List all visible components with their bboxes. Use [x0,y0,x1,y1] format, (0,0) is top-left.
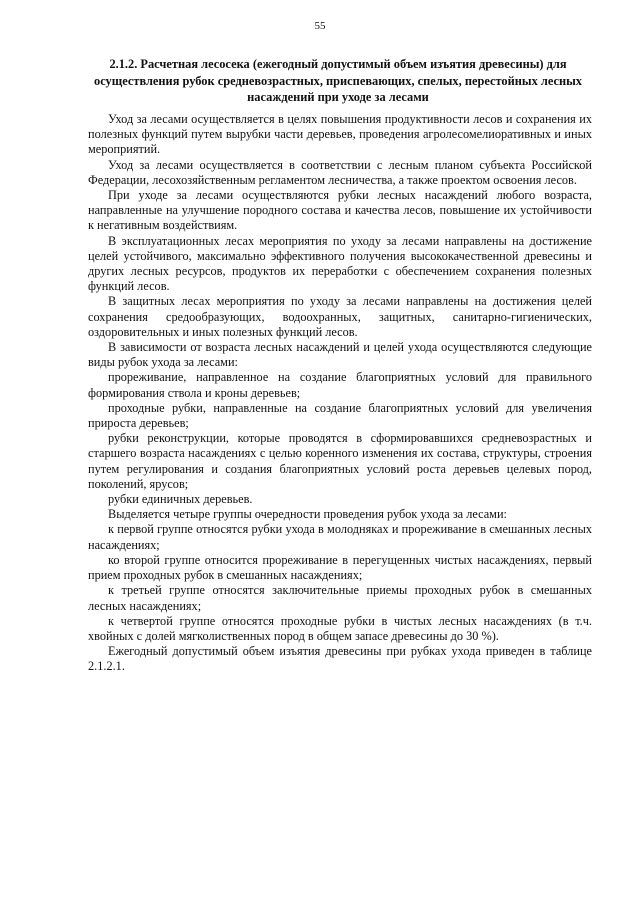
list-item: прореживание, направленное на создание благоприятных условий для правильного формирования ствола и кроны деревьев; [88,370,592,400]
paragraph: Уход за лесами осуществляется в соответствии с лесным планом субъекта Российской Федерации, лесохозяйственным регламентом лесничества, а также проектом освоения лесов. [88,157,592,187]
list-item: к третьей группе относятся заключительные приемы проходных рубок в смешанных лесных насаждениях; [88,583,592,613]
list-item: рубки единичных деревьев. [108,492,253,507]
paragraph: Выделяется четыре группы очередности проведения рубок ухода за лесами: [108,507,507,522]
list-item: проходные рубки, направленные на создание благоприятных условий для увеличения прироста деревьев; [88,400,592,431]
list-item: к четвертой группе относятся проходные рубки в чистых лесных насаждениях (в т.ч. хвойных с долей мягколиственных пород в общем запасе древесины до 30 %). [88,613,592,643]
list-item: ко второй группе относится прореживание в перегущенных чистых насаждениях, первый прием проходных рубок в смешанных насаждениях; [88,552,592,583]
list-item: рубки реконструкции, которые проводятся в сформировавшихся средневозрастных и старшего возраста насаждениях с целью коренного изменения их состава, структуры, строения путем регулирования и создания благоприятных условий роста деревьев целевых пород, поколений, ярусов; [88,431,592,491]
paragraph: В эксплуатационных лесах мероприятия по уходу за лесами направлены на достижение целей устойчивого, максимально эффективного получения высококачественной древесины и других лесных ресурсов, продуктов их переработки с обеспечением сохранения полезных функций лесов. [88,233,592,294]
paragraph: Ежегодный допустимый объем изъятия древесины при рубках ухода приведен в таблице 2.1.2.1. [88,644,592,674]
list-item: к первой группе относятся рубки ухода в молодняках и прореживание в смешанных лесных насаждениях; [88,522,592,552]
body-text [88,112,592,675]
paragraph: При уходе за лесами осуществляются рубки лесных насаждений любого возраста, направленные на улучшение породного состава и качества лесов, повышение их устойчивости к негативным воздействиям. [88,188,592,233]
paragraph: В зависимости от возраста лесных насаждений и целей ухода осуществляются следующие виды рубок ухода за лесами: [88,340,592,370]
section-heading: 2.1.2. Расчетная лесосека (ежегодный допустимый объем изъятия древесины) для осуществления рубок средневозрастных, приспевающих, спелых, перестойных лесных насаждений при уходе за лесами [94,57,582,104]
paragraph: Уход за лесами осуществляется в целях повышения продуктивности лесов и сохранения их полезных функций путем вырубки части деревьев, проведения агролесомелиоративных и иных мероприятий. [88,112,592,157]
page-number: 55 [314,20,326,32]
paragraph: В защитных лесах мероприятия по уходу за лесами направлены на достижения целей сохранения средообразующих, водоохранных, защитных, санитарно-гигиенических, оздоровительных и иных полезных функций лесов. [88,294,592,339]
